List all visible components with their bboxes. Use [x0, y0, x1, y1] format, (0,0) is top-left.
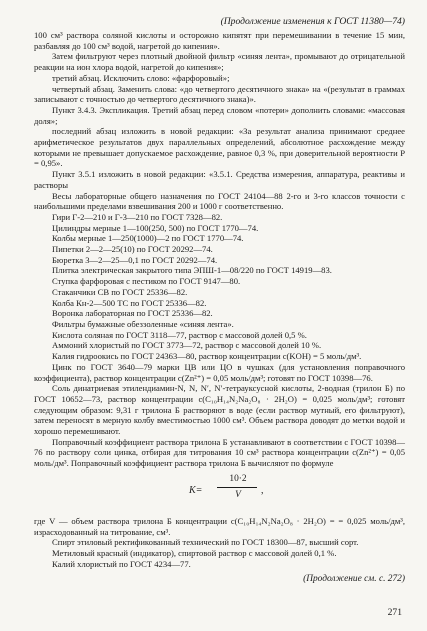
formula-numerator: 10·2	[229, 473, 247, 484]
paragraph: Поправочный коэффициент раствора трилона Б устанавливают в соответствии с ГОСТ 10398—76 по раствору соли цинка, отбирая для титрования 10 см³ раствора концентрации c(Zn²⁺) = 0,05 моль/дм³. Поправочный коэффициент раствора трилона Б вычисляют по формуле	[34, 436, 405, 469]
paragraph: где V — объем раствора трилона Б концентрации c(C₁₀H₁₄N₂Na₂O₈ · 2H₂O) = = 0,025 моль/дм³, израсходованный на титрование, см³.	[34, 515, 405, 537]
formula	[34, 471, 405, 513]
paragraph: Ступка фарфоровая с пестиком по ГОСТ 9147—80.	[52, 276, 241, 287]
paragraph: Пункт 3.4.3. Экспликация. Третий абзац перед словом «потери» дополнить словами: «массовая доля»;	[34, 104, 405, 126]
paragraph: Пункт 3.5.1 изложить в новой редакции: «3.5.1. Средства измерения, аппаратура, реактивы и растворы	[34, 169, 405, 190]
paragraph: Метиловый красный (индикатор), спиртовой раствор с массовой долей 0,1 %.	[52, 547, 337, 558]
formula-denominator: V	[235, 489, 241, 500]
paragraph: Аммоний хлористый по ГОСТ 3773—72, раствор с массовой долей 10 %.	[52, 340, 322, 351]
continuation-note: (Продолжение см. с. 272)	[303, 574, 405, 585]
paragraph: Колбы мерные 1—250(1000)—2 по ГОСТ 1770—74.	[52, 233, 244, 244]
paragraph: Цинк по ГОСТ 3640—79 марки ЦВ или ЦО в чушках (для установления поправочного коэффициента), раствор концентрации c(Zn²⁺) = 0,05 моль/дм³; готовят по ГОСТ 10398—76.	[34, 361, 405, 383]
paragraph: 100 см³ раствора соляной кислоты и осторожно кипятят при перемешивании в течение 15 мин, разбавляя до 100 см³ водой, нагретой до кипения».	[34, 30, 405, 51]
paragraph: Весы лабораторные общего назначения по ГОСТ 24104—88 2-го и 3-го классов точности с наибольшими пределами взвешивания 200 и 1000 г соответственно.	[34, 190, 405, 212]
paragraph: Гири Г-2—210 и Г-3—210 по ГОСТ 7328—82.	[52, 211, 223, 222]
paragraph: последний абзац изложить в новой редакции: «За результат анализа принимают среднее арифметическое результатов двух параллельных определений, абсолютное расхождение между которыми не превышает допускаемое расхождение, равное 0,3 %, при доверительной вероятности P = 0,95».	[34, 126, 405, 169]
formula-lhs: K=	[189, 484, 203, 496]
paragraph: Калия гидроокись по ГОСТ 24363—80, раствор концентрации c(KOH) = 5 моль/дм³.	[52, 351, 362, 362]
paragraph: Спирт этиловый ректификованный технический по ГОСТ 18300—87, высший сорт.	[52, 537, 359, 548]
paragraph: Соль динатриевая этилендиамин-N, N, N′, N′-тетрауксусной кислоты, 2-водная (трилон Б) по ГОСТ 10652—73, раствор концентрации c(C₁₀H₁₄N₂Na₂O₈ · 2H₂O) = 0,025 моль/дм³; готовят следующим образом: 9,31 г трилона Б растворяют в воде (если раствор мутный, его фильтруют), затем переносят в мерную колбу вместимостью 1000 см³. Объем раствора доводят до метки водой и хорошо перемешивают.	[34, 383, 405, 437]
paragraph: Стаканчики СВ по ГОСТ 25336—82.	[52, 286, 188, 297]
paragraph: Плитка электрическая закрытого типа ЭПШ-1—08/220 по ГОСТ 14919—83.	[52, 265, 332, 276]
paragraph: Колба Кн-2—500 ТС по ГОСТ 25336—82.	[52, 297, 207, 308]
paragraph: Фильтры бумажные обеззоленные «синяя лента».	[52, 318, 234, 329]
paragraph: Калий хлористый по ГОСТ 4234—77.	[52, 558, 191, 569]
paragraph: Кислота соляная по ГОСТ 3118—77, раствор с массовой долей 0,5 %.	[52, 329, 307, 340]
running-header: (Продолжение изменения к ГОСТ 11380—74)	[220, 16, 405, 27]
paragraph: Пипетки 2—2—25(10) по ГОСТ 20292—74.	[52, 244, 213, 255]
formula-comma: ,	[261, 484, 264, 496]
body-text-after-formula	[34, 516, 405, 570]
formula-fraction-bar	[217, 487, 257, 488]
paragraph: четвертый абзац. Заменить слова: «до четвертого десятичного знака» на «(результат в граммах записывают с точностью до четвертого десятичного знака)».	[34, 83, 405, 105]
paragraph: Затем фильтруют через плотный двойной фильтр «синяя лента», промывают до отрицательной реакции на ион хлора водой, нагретой до кипения»;	[34, 51, 405, 73]
paragraph: Бюретка 3—2—25—0,1 по ГОСТ 20292—74.	[52, 254, 218, 265]
paragraph: Цилиндры мерные 1—100(250, 500) по ГОСТ 1770—74.	[52, 222, 259, 233]
paragraph: Воронка лабораторная по ГОСТ 25336—82.	[52, 308, 213, 319]
paragraph: третий абзац. Исключить слово: «фарфоровый»;	[52, 72, 230, 83]
body-text	[34, 30, 405, 469]
page-number: 271	[387, 607, 402, 618]
